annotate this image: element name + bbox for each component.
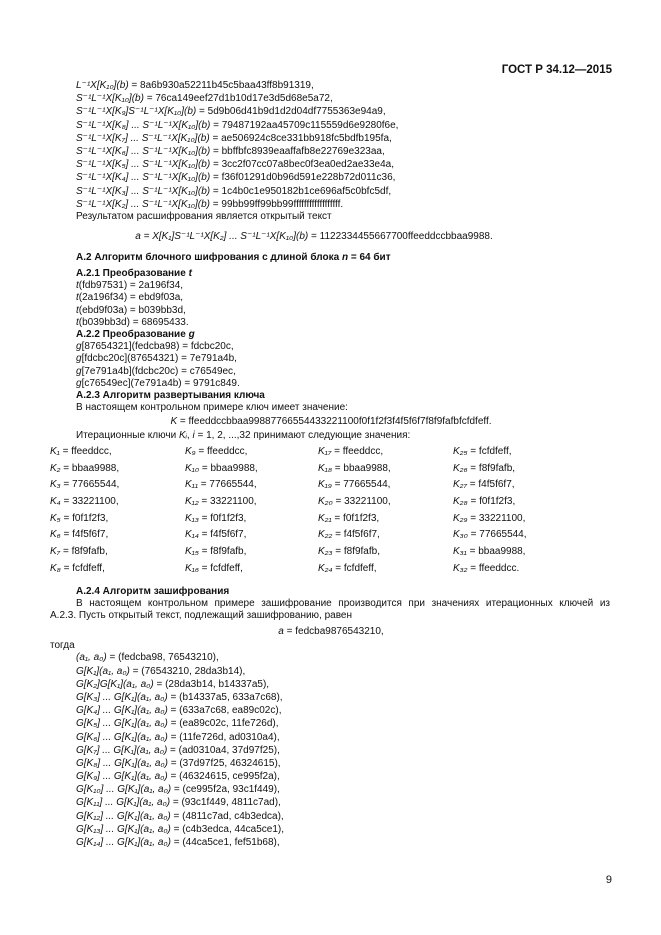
math-symbol: t bbox=[188, 268, 192, 279]
math-symbol: K₂ bbox=[50, 462, 61, 474]
math-symbol: S⁻¹L⁻¹X[K₁₀](b) bbox=[76, 93, 144, 105]
math-symbol: t bbox=[76, 280, 79, 292]
decryption-step-line bbox=[76, 158, 398, 171]
t-transform-line bbox=[76, 292, 348, 304]
math-symbol: K₂₉ bbox=[453, 512, 468, 524]
text-run: = (46324615, ce995f2a), bbox=[167, 771, 280, 783]
math-symbol: K₁₃ bbox=[185, 512, 199, 524]
math-symbol: G[K₇] ... G[K₁](a₁, a₀) bbox=[76, 744, 168, 756]
text-run: = f0f1f2f3, bbox=[198, 512, 247, 524]
text-run: = (4811c7ad, c4b3edca), bbox=[170, 810, 284, 822]
text-run: = f8f9fafb, bbox=[467, 462, 516, 474]
decryption-result-formula bbox=[50, 230, 578, 243]
text-run: [c76549ec](7e791a4b) = 9791c849. bbox=[81, 377, 240, 389]
text-run: = (93c1f449, 4811c7ad), bbox=[170, 797, 281, 809]
math-symbol: t bbox=[76, 292, 79, 304]
text-run: = 99bb99ff99bb99ffffffffffffffffff. bbox=[209, 198, 344, 210]
math-symbol: G[K₅] ... G[K₁](a₁, a₀) bbox=[76, 718, 168, 730]
math-symbol: G[K₁₀] ... G[K₁](a₁, a₀) bbox=[76, 784, 172, 796]
text-run: = fcfdfeff, bbox=[467, 446, 512, 457]
math-symbol: K₄ bbox=[50, 496, 61, 508]
encryption-step-line bbox=[76, 770, 284, 783]
iteration-key bbox=[453, 527, 577, 544]
text-run: = f0f1f2f3, bbox=[331, 512, 380, 524]
math-symbol: i bbox=[192, 430, 195, 441]
text-run: = 77665544, bbox=[60, 479, 120, 491]
text-run: А.2.1 Преобразование bbox=[76, 268, 189, 279]
encryption-step-line bbox=[76, 744, 284, 757]
iteration-key bbox=[185, 461, 318, 478]
math-symbol: K₂₆ bbox=[453, 462, 468, 474]
math-symbol: L⁻¹X[K₁₀](b) bbox=[76, 80, 129, 91]
iteration-key bbox=[185, 561, 318, 578]
text-run: = (ad0310a4, 37d97f25), bbox=[167, 744, 280, 756]
math-symbol: K₁₅ bbox=[185, 546, 199, 558]
standard-designation: ГОСТ Р 34.12—2015 bbox=[501, 64, 612, 76]
encryption-intro-line2: А.2.3. Пусть открытый текст, подлежащий зашифрованию, равен bbox=[50, 610, 353, 621]
master-key-formula bbox=[50, 416, 612, 428]
math-symbol: K₁₄ bbox=[185, 529, 199, 541]
encryption-step-line bbox=[76, 823, 284, 836]
math-symbol: K₆ bbox=[50, 529, 61, 541]
math-symbol: G[K₈] ... G[K₁](a₁, a₀) bbox=[76, 757, 168, 769]
text-run: = ffeeddcc, bbox=[331, 446, 384, 457]
math-symbol: S⁻¹L⁻¹X[K₆] ... S⁻¹L⁻¹X[K₁₀](b) bbox=[76, 145, 211, 157]
iteration-key bbox=[50, 544, 185, 561]
math-symbol: (a₁, a₀) bbox=[76, 652, 107, 664]
iteration-keys-intro bbox=[76, 430, 410, 442]
text-run: А.2.2 Преобразование bbox=[76, 328, 189, 340]
encryption-step-line bbox=[76, 836, 284, 849]
text-run: = fcfdfeff, bbox=[198, 562, 243, 574]
text-run: = f8f9fafb, bbox=[198, 546, 247, 558]
text-run: (2a196f34) = ebd9f03a, bbox=[78, 292, 184, 304]
text-run: = f4f5f6f7, bbox=[60, 529, 109, 541]
text-run: = f0f1f2f3, bbox=[467, 496, 516, 508]
iteration-key bbox=[185, 444, 318, 461]
text-run: = bbaa9988, bbox=[466, 546, 526, 558]
math-symbol: K₁₈ bbox=[318, 462, 333, 474]
iteration-key bbox=[453, 544, 577, 561]
decryption-step-line bbox=[76, 171, 398, 184]
math-symbol: g bbox=[188, 328, 195, 340]
text-run: = 77665544, bbox=[467, 529, 527, 541]
math-symbol: K₇ bbox=[50, 546, 61, 558]
section-heading-a2 bbox=[76, 252, 391, 264]
iteration-key bbox=[453, 477, 577, 494]
decryption-step-line bbox=[76, 79, 398, 92]
math-symbol: K₁₉ bbox=[318, 479, 332, 491]
math-symbol: S⁻¹L⁻¹X[K₉]S⁻¹L⁻¹X[K₁₀](b) bbox=[76, 106, 197, 118]
math-symbol: G[K₁₁] ... G[K₁](a₁, a₀) bbox=[76, 797, 171, 809]
text-run: = 33221100, bbox=[467, 512, 526, 524]
decryption-steps bbox=[76, 79, 398, 211]
encryption-step-line bbox=[76, 691, 284, 704]
text-run: = 77665544, bbox=[331, 479, 391, 491]
decryption-step-line bbox=[76, 185, 398, 198]
math-symbol: K₂₂ bbox=[318, 529, 333, 541]
encryption-step-line bbox=[76, 678, 284, 691]
decryption-result-text: Результатом расшифрования является открытый текст bbox=[76, 211, 332, 222]
iteration-key bbox=[453, 461, 577, 478]
text-run: = 77665544, bbox=[197, 479, 257, 491]
subsection-heading-a2-3: А.2.3 Алгоритм развертывания ключа bbox=[76, 389, 265, 401]
text-run: Итерационные ключи bbox=[76, 430, 179, 441]
text-run: = 1c4b0c1e950182b1ce696af5c0bfc5df, bbox=[210, 185, 392, 197]
iteration-key bbox=[318, 561, 453, 578]
text-run: (ebd9f03a) = b039bb3d, bbox=[78, 304, 186, 316]
math-symbol: g bbox=[76, 365, 82, 377]
iteration-key bbox=[453, 511, 577, 528]
iteration-key bbox=[453, 444, 577, 461]
decryption-step-line bbox=[76, 145, 398, 158]
math-symbol: S⁻¹L⁻¹X[K₈] ... S⁻¹L⁻¹X[K₁₀](b) bbox=[76, 119, 211, 131]
text-run: = (28da3b14, b14337a5), bbox=[153, 678, 270, 690]
iteration-key bbox=[318, 444, 453, 461]
math-symbol: K₁ bbox=[50, 446, 60, 457]
encryption-step-line bbox=[76, 810, 284, 823]
text-run: = f4f5f6f7, bbox=[198, 529, 247, 541]
math-symbol: Kᵢ bbox=[178, 430, 187, 441]
math-symbol: g bbox=[76, 377, 82, 389]
text-run: = (44ca5ce1, fef51b68), bbox=[170, 837, 280, 849]
g-transform-examples bbox=[76, 341, 348, 390]
text-run: , bbox=[186, 430, 193, 441]
text-run: = 76ca149eef27d1b10d17e3d5d68e5a72, bbox=[143, 93, 333, 105]
math-symbol: K₅ bbox=[50, 512, 61, 524]
math-symbol: K₁₀ bbox=[185, 462, 200, 474]
text-run: = bbaa9988, bbox=[199, 462, 258, 474]
math-symbol: g bbox=[76, 341, 82, 353]
text-run: А.2 Алгоритм блочного шифрования с длиной блока bbox=[76, 252, 342, 263]
text-run: = (37d97f25, 46324615), bbox=[167, 757, 281, 769]
text-run: = f36f01291d0b96d591e228b72d011c36, bbox=[210, 172, 396, 184]
t-transform-line bbox=[76, 280, 348, 292]
iteration-key bbox=[453, 561, 577, 578]
math-symbol: a = X[K₁]S⁻¹L⁻¹X[K₂] ... S⁻¹L⁻¹X[K₁₀](b) bbox=[135, 231, 309, 242]
text-run: = f4f5f6f7, bbox=[332, 529, 380, 541]
text-run: [fdcbc20c](87654321) = 7e791a4b, bbox=[81, 353, 237, 365]
math-symbol: S⁻¹L⁻¹X[K₃] ... S⁻¹L⁻¹X[K₁₀](b) bbox=[76, 185, 211, 197]
text-run: = f4f5f6f7, bbox=[467, 479, 515, 491]
math-symbol: K₈ bbox=[50, 562, 61, 574]
iteration-key bbox=[50, 494, 185, 511]
text-run: = (fedcba98, 76543210), bbox=[106, 652, 219, 664]
text-run: = fcfdfeff, bbox=[332, 562, 377, 574]
iteration-key bbox=[318, 461, 453, 478]
iteration-key bbox=[185, 511, 318, 528]
encryption-step-line bbox=[76, 757, 284, 770]
text-run: = fcfdfeff, bbox=[60, 562, 105, 574]
math-symbol: K₂₅ bbox=[453, 446, 468, 457]
text-run: = ffeeddcc, bbox=[195, 446, 248, 457]
math-symbol: K₃₀ bbox=[453, 529, 468, 541]
text-run: = (76543210, 28da3b14), bbox=[129, 665, 246, 677]
math-symbol: a bbox=[278, 626, 284, 637]
math-symbol: K₁₆ bbox=[185, 562, 199, 574]
text-run: = 33221100, bbox=[332, 496, 391, 508]
text-run: = ffeeddccbbaa99887766554433221100f0f1f2f3f4f5f6f7f8f9fafbfcfdfeff. bbox=[177, 416, 492, 427]
g-transform-line bbox=[76, 378, 348, 390]
math-symbol: S⁻¹L⁻¹X[K₅] ... S⁻¹L⁻¹X[K₁₀](b) bbox=[76, 159, 211, 171]
g-transform-line bbox=[76, 353, 348, 365]
encryption-step-line bbox=[76, 651, 284, 664]
iteration-key bbox=[50, 444, 185, 461]
text-run: = f8f9fafb, bbox=[332, 546, 380, 558]
decryption-step-line bbox=[76, 119, 398, 132]
iteration-key bbox=[185, 477, 318, 494]
decryption-step-line bbox=[76, 198, 398, 211]
encryption-intro-line1: В настоящем контрольном примере зашифрование производится при значениях итерационных ключей из bbox=[76, 598, 610, 609]
math-symbol: K₃₂ bbox=[453, 562, 468, 574]
math-symbol: n bbox=[341, 252, 349, 263]
text-run: = 1, 2, ...,32 принимают следующие значения: bbox=[194, 430, 411, 441]
text-run: = ae506924c8ce331bb918fc5bdfb195fa, bbox=[209, 132, 392, 144]
iteration-key bbox=[50, 527, 185, 544]
iteration-key bbox=[318, 494, 453, 511]
encryption-step-line bbox=[76, 704, 284, 717]
text-run: = (633a7c68, ea89c02c), bbox=[167, 705, 282, 717]
iteration-key bbox=[50, 561, 185, 578]
math-symbol: G[K₂]G[K₁](a₁, a₀) bbox=[76, 678, 154, 690]
math-symbol: K₂₁ bbox=[318, 512, 332, 524]
math-symbol: K₁₁ bbox=[185, 479, 198, 491]
math-symbol: G[K₁](a₁, a₀) bbox=[76, 665, 130, 677]
math-symbol: K₃₁ bbox=[453, 546, 467, 558]
iteration-key bbox=[50, 477, 185, 494]
subsection-heading-a2-4: А.2.4 Алгоритм зашифрования bbox=[76, 586, 230, 597]
iteration-keys-table bbox=[50, 444, 577, 578]
math-symbol: G[K₁₃] ... G[K₁](a₁, a₀) bbox=[76, 823, 171, 835]
then-text: тогда bbox=[50, 640, 75, 651]
math-symbol: K₁₇ bbox=[318, 446, 332, 457]
text-run: = (c4b3edca, 44ca5ce1), bbox=[170, 823, 285, 835]
math-symbol: K₂₀ bbox=[318, 496, 333, 508]
text-run: = (ea89c02c, 11fe726d), bbox=[167, 718, 279, 730]
math-symbol: G[K₆] ... G[K₁](a₁, a₀) bbox=[76, 731, 168, 743]
math-symbol: K₂₇ bbox=[453, 479, 467, 491]
text-run: = 33221100, bbox=[198, 496, 257, 508]
iteration-key bbox=[453, 494, 577, 511]
text-run: = 8a6b930a52211b45c5baa43ff8b91319, bbox=[128, 80, 314, 91]
iteration-key bbox=[185, 527, 318, 544]
text-run: = ffeeddcc, bbox=[59, 446, 112, 457]
text-run: = f8f9fafb, bbox=[60, 546, 108, 558]
encryption-step-line bbox=[76, 665, 284, 678]
math-symbol: G[K₁₂] ... G[K₁](a₁, a₀) bbox=[76, 810, 171, 822]
encryption-step-line bbox=[76, 717, 284, 730]
encryption-steps bbox=[76, 651, 284, 849]
text-run: = bbffbfc8939eaaffafb8e22769e323aa, bbox=[210, 145, 385, 157]
text-run: = bbaa9988, bbox=[332, 462, 391, 474]
math-symbol: t bbox=[76, 316, 79, 328]
math-symbol: G[K₉] ... G[K₁](a₁, a₀) bbox=[76, 771, 168, 783]
text-run: = f0f1f2f3, bbox=[60, 512, 109, 524]
iteration-key bbox=[318, 477, 453, 494]
encryption-step-line bbox=[76, 796, 284, 809]
t-transform-line bbox=[76, 317, 348, 329]
decryption-step-line bbox=[76, 132, 398, 145]
text-run: [87654321](fedcba98) = fdcbc20c, bbox=[81, 341, 234, 353]
text-run: = ffeeddcc. bbox=[467, 562, 520, 574]
page-number: 9 bbox=[605, 874, 612, 886]
text-run: = (ce995f2a, 93c1f449), bbox=[171, 784, 280, 796]
text-run: [7e791a4b](fdcbc20c) = c76549ec, bbox=[81, 365, 236, 377]
text-run: = bbaa9988, bbox=[60, 462, 120, 474]
encryption-step-line bbox=[76, 731, 284, 744]
iteration-key bbox=[318, 544, 453, 561]
iteration-key bbox=[185, 544, 318, 561]
text-run: = 64 бит bbox=[348, 252, 391, 263]
text-run: = 1122334455667700ffeeddccbbaa9988. bbox=[308, 231, 493, 242]
math-symbol: K₂₄ bbox=[318, 562, 333, 574]
text-run: = fedcba9876543210, bbox=[283, 626, 384, 637]
text-run: = 5d9b06d41b9d1d2d04df7755363e94a9, bbox=[196, 106, 386, 118]
decryption-step-line bbox=[76, 105, 398, 118]
g-transform-line bbox=[76, 341, 348, 353]
decryption-step-line bbox=[76, 92, 398, 105]
math-symbol: S⁻¹L⁻¹X[K₇] ... S⁻¹L⁻¹X[K₁₀](b) bbox=[76, 132, 210, 144]
math-symbol: K₉ bbox=[185, 446, 196, 457]
math-symbol: K₂₃ bbox=[318, 546, 333, 558]
math-symbol: S⁻¹L⁻¹X[K₂] ... S⁻¹L⁻¹X[K₁₀](b) bbox=[76, 198, 210, 210]
iteration-key bbox=[318, 511, 453, 528]
text-run: = (11fe726d, ad0310a4), bbox=[167, 731, 280, 743]
math-symbol: G[K₃] ... G[K₁](a₁, a₀) bbox=[76, 691, 168, 703]
iteration-key bbox=[318, 527, 453, 544]
math-symbol: K₂₈ bbox=[453, 496, 468, 508]
math-symbol: S⁻¹L⁻¹X[K₄] ... S⁻¹L⁻¹X[K₁₀](b) bbox=[76, 172, 211, 184]
t-transform-examples bbox=[76, 280, 348, 329]
subsection-heading-a2-2 bbox=[76, 329, 348, 341]
plaintext-formula bbox=[50, 626, 612, 638]
text-run: = (b14337a5, 633a7c68), bbox=[167, 691, 283, 703]
transform-examples-block bbox=[76, 268, 348, 414]
math-symbol: G[K₄] ... G[K₁](a₁, a₀) bbox=[76, 705, 168, 717]
key-intro-text: В настоящем контрольном примере ключ имеет значение: bbox=[76, 402, 348, 414]
text-run: (fdb97531) = 2a196f34, bbox=[78, 280, 184, 292]
math-symbol: t bbox=[76, 304, 79, 316]
encryption-step-line bbox=[76, 783, 284, 796]
math-symbol: K₁₂ bbox=[185, 496, 199, 508]
text-run: (b039bb3d) = 68695433. bbox=[78, 316, 189, 328]
iteration-key bbox=[185, 494, 318, 511]
math-symbol: G[K₁₄] ... G[K₁](a₁, a₀) bbox=[76, 837, 171, 849]
text-run: = 3cc2f07cc07a8bec0f3ea0ed2ae33e4a, bbox=[210, 159, 394, 171]
iteration-key bbox=[50, 461, 185, 478]
t-transform-line bbox=[76, 305, 348, 317]
g-transform-line bbox=[76, 366, 348, 378]
text-run: = 33221100, bbox=[60, 496, 119, 508]
iteration-key bbox=[50, 511, 185, 528]
math-symbol: K₃ bbox=[50, 479, 61, 491]
subsection-heading-a2-1 bbox=[76, 268, 348, 280]
math-symbol: K bbox=[170, 416, 178, 427]
text-run: = 79487192aa45709c115559d6e9280f6e, bbox=[210, 119, 399, 131]
math-symbol: g bbox=[76, 353, 82, 365]
